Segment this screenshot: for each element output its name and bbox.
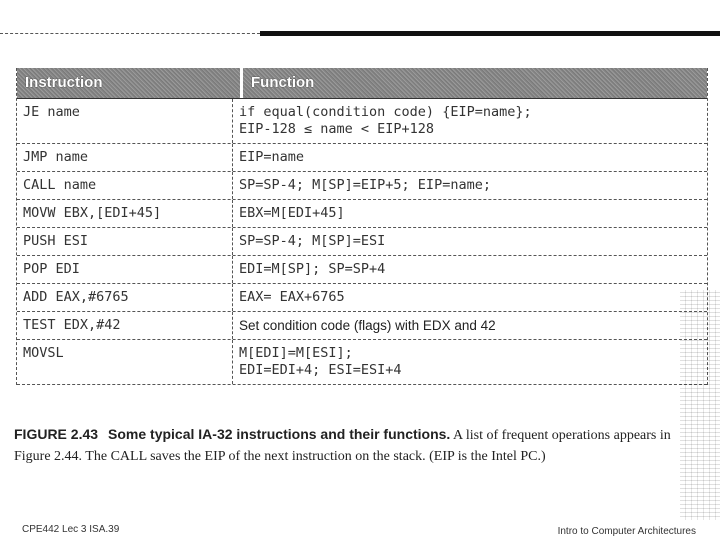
function-cell: EIP=name <box>232 144 707 171</box>
function-cell: if equal(condition code) {EIP=name}; EIP-128 ≤ name < EIP+128 <box>232 99 707 143</box>
function-cell: EBX=M[EDI+45] <box>232 200 707 227</box>
figure-caption <box>14 424 704 467</box>
figure-body: A list of frequent operations appears in Figure 2.44. The CALL saves the EIP of the next instruction on the stack. (EIP is the Intel PC.) <box>14 428 671 464</box>
table-row <box>17 172 707 200</box>
function-cell: SP=SP-4; M[SP]=EIP+5; EIP=name; <box>232 172 707 199</box>
instruction-table <box>16 68 708 385</box>
table-row <box>17 284 707 312</box>
table-row <box>17 312 707 340</box>
instruction-cell: TEST EDX,#42 <box>23 317 121 333</box>
function-cell: M[EDI]=M[ESI]; EDI=EDI+4; ESI=ESI+4 <box>232 340 707 384</box>
slide-footer-left: CPE442 Lec 3 ISA.39 <box>22 524 120 535</box>
function-cell: EAX= EAX+6765 <box>232 284 707 311</box>
table-row <box>17 256 707 284</box>
instruction-cell: ADD EAX,#6765 <box>23 289 129 305</box>
scan-noise <box>680 290 720 520</box>
instruction-cell: PUSH ESI <box>23 233 89 249</box>
function-cell: EDI=M[SP]; SP=SP+4 <box>232 256 707 283</box>
instruction-cell: MOVSL <box>23 345 64 361</box>
table-row <box>17 99 707 144</box>
slide-footer-right: Intro to Computer Architectures <box>557 526 696 537</box>
table-row <box>17 228 707 256</box>
instruction-cell: MOVW EBX,[EDI+45] <box>23 205 162 221</box>
function-cell: Set condition code (flags) with EDX and 42 <box>232 312 707 339</box>
table-header <box>17 68 707 99</box>
top-rule-thin <box>0 33 260 35</box>
table-row <box>17 144 707 172</box>
figure-label: FIGURE 2.43 <box>14 426 99 442</box>
figure-title: Some typical IA-32 instructions and their functions. <box>108 426 451 442</box>
instruction-cell: POP EDI <box>23 261 80 277</box>
instruction-cell: JMP name <box>23 149 89 165</box>
header-function: Function <box>240 68 707 98</box>
header-instruction: Instruction <box>25 74 103 91</box>
table-row <box>17 340 707 385</box>
table-row <box>17 200 707 228</box>
instruction-cell: JE name <box>23 104 80 120</box>
top-rule-thick <box>260 31 720 36</box>
instruction-cell: CALL name <box>23 177 97 193</box>
function-cell: SP=SP-4; M[SP]=ESI <box>232 228 707 255</box>
